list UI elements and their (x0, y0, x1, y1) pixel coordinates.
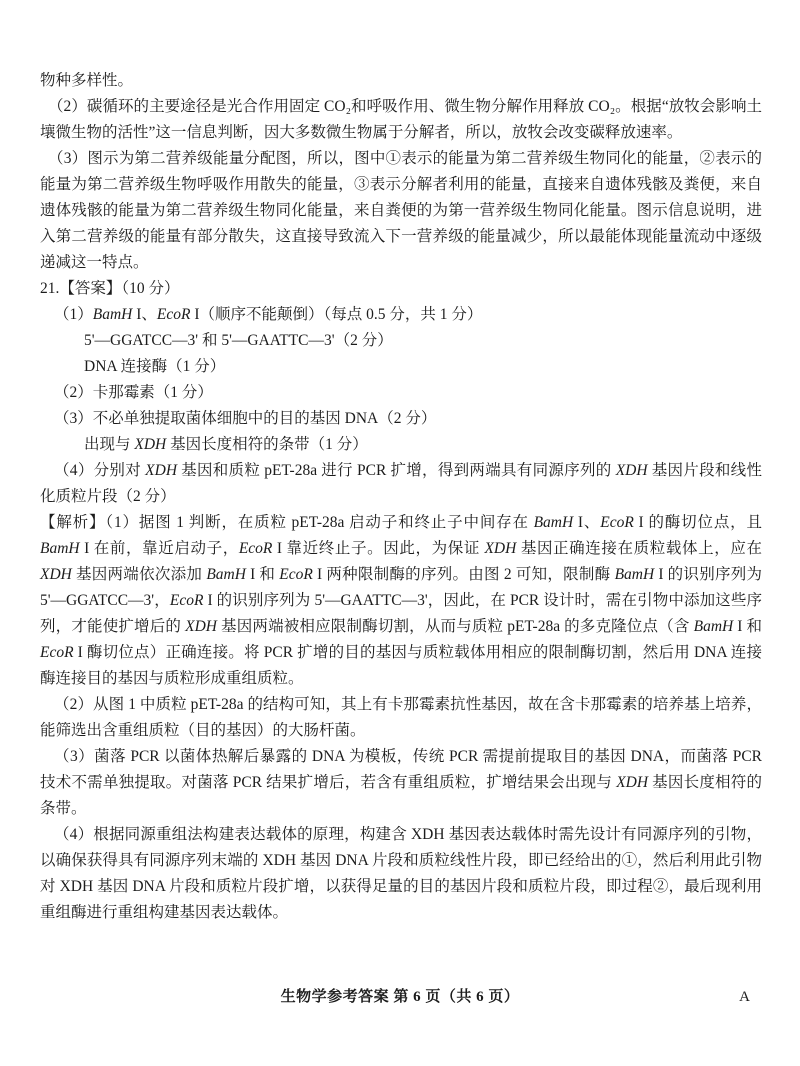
text-run: BamH (614, 566, 655, 583)
text-run: I（顺序不能颠倒）（每点 0.5 分，共 1 分） (190, 306, 483, 323)
text-run: I 靠近终止子。因此，为保证 (272, 540, 485, 557)
text-run: 基因两端依次添加 (71, 566, 207, 583)
text-run: EcoR (156, 306, 191, 323)
text-run: 5'—GGATCC—3' 和 5'—GAATTC—3'（2 分） (84, 332, 393, 349)
text-run: XDH (615, 462, 648, 479)
text-run: I、 (132, 306, 157, 323)
paragraph (40, 94, 762, 146)
text-run: （3）不必单独提取菌体细胞中的目的基因 DNA（2 分） (54, 410, 437, 427)
paragraph (40, 328, 762, 354)
text-run: XDH (484, 540, 517, 557)
text-run: （4）根据同源重组法构建表达载体的原理，构建含 XDH 基因表达载体时需先设计有同源序列的引物，以确保获得具有同源序列末端的 XDH 基因 DNA 片段和质粒线性片段，即已经给出的①，然后利用此引物对 XDH 基因 DNA 片段和质粒片段扩增，以获得足量的目的基因片段和质粒片段，即过程②，最后现利用重组酶进行重组构建基因表达载体。 (40, 826, 762, 921)
text-run: （2）从图 1 中质粒 pET-28a 的结构可知，其上有卡那霉素抗性基因，故在含卡那霉素的培养基上培养，能筛选出含重组质粒（目的基因）的大肠杆菌。 (40, 696, 762, 739)
text-run: DNA 连接酶（1 分） (84, 358, 226, 375)
text-run: （4）分别对 (54, 462, 146, 479)
text-run: 【解析】（1）据图 1 判断，在质粒 pET-28a 启动子和终止子中间存在 (40, 514, 534, 531)
text-run: XDH (134, 436, 167, 453)
paragraph (40, 406, 762, 432)
footer-page-label: 生物学参考答案 第 6 页（共 6 页） (280, 989, 520, 1005)
text-run: 基因正确连接在质粒载体上，应在 (516, 540, 762, 557)
text-run: （2）卡那霉素（1 分） (54, 384, 213, 401)
text-run: BamH (206, 566, 246, 583)
text-run: I 和 (245, 566, 280, 583)
paragraph (40, 276, 762, 302)
text-run: （1） (54, 306, 93, 323)
text-run: I、 (573, 514, 601, 531)
text-run: I 酶切位点）正确连接。将 PCR 扩增的目的基因与质粒载体用相应的限制酶切割，然后用 DNA 连接酶连接目的基因与质粒形成重组质粒。 (40, 644, 762, 687)
text-run: （3）菌落 PCR 以菌体热解后暴露的 DNA 为模板，传统 PCR 需提前提取目的基因 DNA，而菌落 PCR 技术不需单独提取。对菌落 PCR 结果扩增后，若含有重组质粒，扩增结果会出现与 (40, 748, 762, 791)
text-run: （2）碳循环的主要途径是光合作用固定 CO₂和呼吸作用、微生物分解作用释放 CO₂。根据“放牧会影响土壤微生物的活性”这一信息判断，因大多数微生物属于分解者，所以，放牧会改变碳释放速率。 (40, 98, 762, 141)
text-run: EcoR (279, 566, 313, 583)
text-run: 基因和质粒 pET-28a 进行 PCR 扩增，得到两端具有同源序列的 (177, 462, 616, 479)
text-run: 基因片段和线性化质粒片段（2 分） (40, 462, 762, 505)
paragraph (40, 146, 762, 276)
text-run: I 的酶切位点，且 (633, 514, 763, 531)
document-body (40, 68, 762, 926)
text-run: 基因长度相符的条带。 (40, 774, 762, 817)
paragraph (40, 822, 762, 926)
text-run: EcoR (40, 644, 74, 661)
text-run: （3）图示为第二营养级能量分配图，所以，图中①表示的能量为第二营养级生物同化的能量，②表示的能量为第二营养级生物呼吸作用散失的能量，③表示分解者利用的能量，直接来自遗体残骸及粪便，来自遗体残骸的能量为第二营养级生物同化能量，来自粪便的为第一营养级生物同化能量。图示信息说明，进入第二营养级的能量有部分散失，这直接导致流入下一营养级的能量减少，所以最能体现能量流动中逐级递减这一特点。 (40, 150, 762, 271)
text-run: 基因长度相符的条带（1 分） (166, 436, 368, 453)
text-run: 基因两端被相应限制酶切割，从而与质粒 pET-28a 的多克隆位点（含 (217, 618, 694, 635)
text-run: 物种多样性。 (40, 72, 134, 89)
text-run: XDH (185, 618, 217, 635)
text-run: BamH (693, 618, 734, 635)
paragraph (40, 302, 762, 328)
text-run: EcoR (600, 514, 634, 531)
paragraph (40, 354, 762, 380)
paragraph (40, 432, 762, 458)
paragraph (40, 692, 762, 744)
text-run: I 和 (733, 618, 762, 635)
paragraph (40, 510, 762, 692)
text-run: I 两种限制酶的序列。由图 2 可知，限制酶 (312, 566, 615, 583)
text-run: EcoR (169, 592, 204, 609)
paragraph (40, 744, 762, 822)
text-run: BamH (40, 540, 80, 557)
text-run: XDH (616, 774, 649, 791)
paragraph (40, 458, 762, 510)
text-run: 21.【答案】（10 分） (40, 280, 180, 297)
paragraph (40, 380, 762, 406)
text-run: EcoR (238, 540, 273, 557)
text-run: BamH (92, 306, 133, 323)
paragraph (40, 68, 762, 94)
text-run: I 的识别序列为 5'—GAATTC—3'，因此，在 PCR 设计时，需在引物中添加这些序列，才能使扩增后的 (40, 592, 763, 635)
text-run: XDH (145, 462, 178, 479)
text-run: XDH (40, 566, 72, 583)
text-run: BamH (533, 514, 574, 531)
text-run: I 在前，靠近启动子， (79, 540, 239, 557)
footer-version-label: A (739, 989, 750, 1005)
page-footer (0, 984, 800, 1010)
text-run: I 的识别序列为 5'—GGATCC—3'， (40, 566, 762, 609)
text-run: 出现与 (84, 436, 135, 453)
